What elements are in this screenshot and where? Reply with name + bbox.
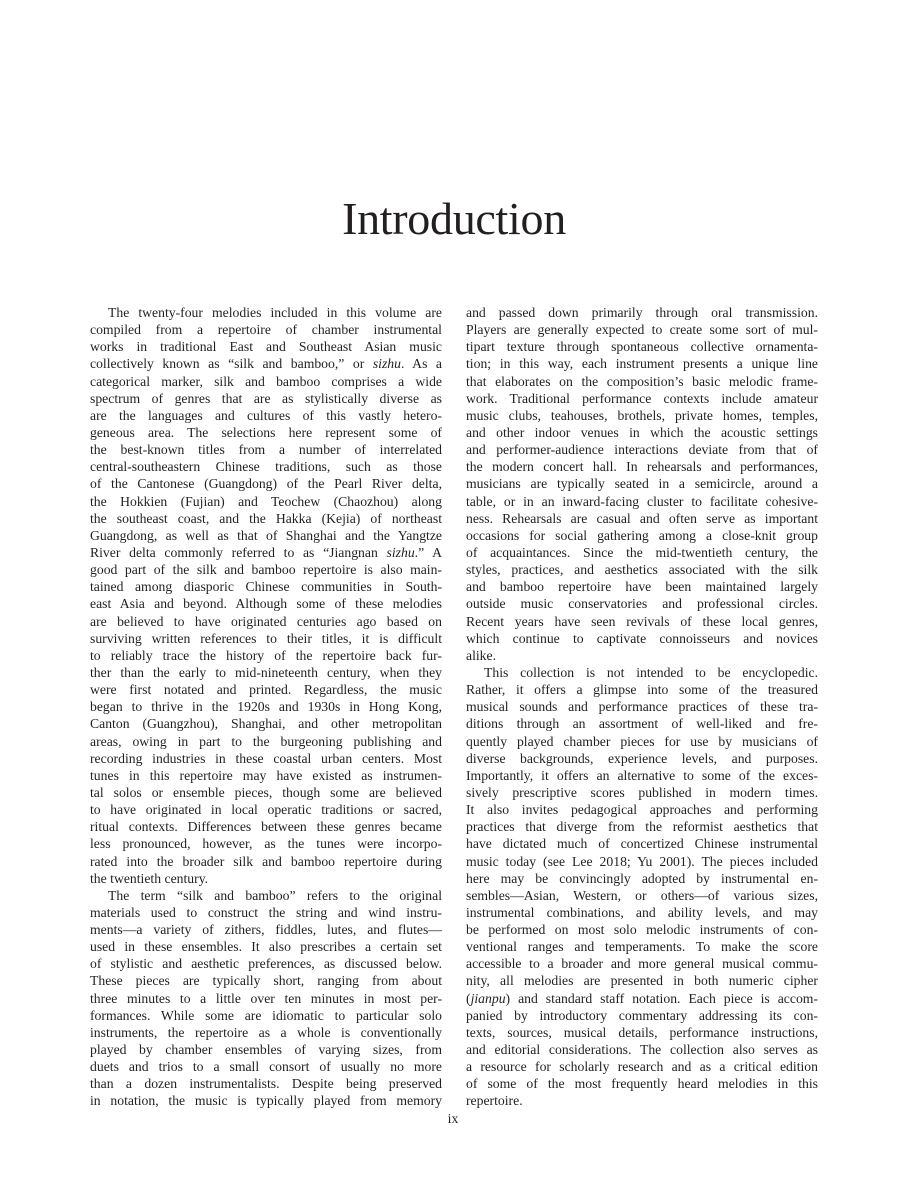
text-line: the modern concert hall. In rehearsals and performances, (466, 459, 818, 475)
text-line: table, or in an inward-facing cluster to facilitate cohesive- (466, 493, 818, 509)
text-line: nity, all melodies are presented in both numeric cipher (466, 973, 818, 989)
text-line: to reliably trace the history of the repertoire back fur- (90, 647, 442, 663)
text-line: ditions through an assortment of well-liked and fre- (466, 716, 818, 732)
italic-term: sizhu (372, 356, 401, 372)
text-line: duets and trios to a small consort of usually no more (90, 1059, 442, 1075)
text-line: the Hokkien (Fujian) and Teochew (Chaozhou) along (90, 493, 442, 509)
text-line: collectively known as “silk and bamboo,” or sizhu. As a (90, 356, 442, 372)
text-line: than a dozen instrumentalists. Despite being preserved (90, 1076, 442, 1092)
text-line: in notation, the music is typically played from memory (90, 1093, 442, 1109)
text-line: of acquaintances. Since the mid-twentieth century, the (466, 544, 818, 560)
text-line: three minutes to a little over ten minutes in most per- (90, 990, 442, 1006)
text-line: geneous area. The selections here represent some of (90, 424, 442, 440)
text-line: began to thrive in the 1920s and 1930s in Hong Kong, (90, 699, 442, 715)
text-line: The term “silk and bamboo” refers to the original (108, 887, 442, 903)
text-line: less pronounced, however, as the tunes were incorpo- (90, 836, 442, 852)
text-line: ments—a variety of zithers, fiddles, lutes, and flutes— (90, 922, 442, 938)
right-column (466, 304, 818, 1110)
text-line: quently played chamber pieces for use by musicians of (466, 733, 818, 749)
text-line: and other indoor venues in which the acoustic settings (466, 424, 818, 440)
text-line: musicians are typically seated in a semicircle, around a (466, 476, 818, 492)
text-line: materials used to construct the string and wind instru- (90, 904, 442, 920)
text-line: Guangdong, as well as that of Shanghai and the Yangtze (90, 527, 442, 543)
text-line: are believed to have originated centuries ago based on (90, 613, 442, 629)
text-line: sively prescriptive scores published in modern times. (466, 784, 818, 800)
text-line: tained among diasporic Chinese communities in South- (90, 579, 442, 595)
text-line: the twentieth century. (90, 870, 209, 886)
text-line: outside music conservatories and professional circles. (466, 596, 818, 612)
text-line: that elaborates on the composition’s basic melodic frame- (466, 373, 818, 389)
text-line: Recent years have seen revivals of these local genres, (466, 613, 818, 629)
text-line: and performer-audience interactions deviate from that of (466, 442, 818, 458)
text-line: ritual contexts. Differences between these genres became (90, 819, 442, 835)
text-line: a resource for scholarly research and as a critical edition (466, 1059, 818, 1075)
text-line: of stylistic and aesthetic preferences, as discussed below. (90, 956, 442, 972)
text-line: occasions for social gathering among a close-knit group (466, 527, 818, 543)
text-line: These pieces are typically short, ranging from about (90, 973, 442, 989)
text-line: formances. While some are idiomatic to particular solo (90, 1007, 442, 1023)
text-line: panied by introductory commentary addressing its con- (466, 1007, 818, 1023)
text-line: the best-known titles from a number of interrelated (90, 442, 442, 458)
text-line: spectrum of genres that are as stylistically diverse as (90, 390, 442, 406)
text-line: It also invites pedagogical approaches and performing (466, 802, 818, 818)
text-line: good part of the silk and bamboo repertoire is also main- (90, 562, 442, 578)
text-line: (jianpu) and standard staff notation. Each piece is accom- (466, 990, 818, 1006)
text-line: used in these ensembles. It also prescribes a certain set (90, 939, 442, 955)
text-line: of the Cantonese (Guangdong) of the Pearl River delta, (90, 476, 442, 492)
text-line: which continue to captivate connoisseurs and novices (466, 630, 818, 646)
text-line: surviving written references to their titles, it is difficult (90, 630, 442, 646)
text-line: musical sounds and performance practices of these tra- (466, 699, 818, 715)
text-line: repertoire. (466, 1093, 523, 1109)
text-line: styles, practices, and aesthetics associated with the silk (466, 562, 818, 578)
text-line: east Asia and beyond. Although some of these melodies (90, 596, 442, 612)
text-line: Importantly, it offers an alternative to some of the exces- (466, 767, 818, 783)
text-line: central-southeastern Chinese traditions, such as those (90, 459, 442, 475)
text-line: tipart texture through spontaneous collective ornamenta- (466, 339, 818, 355)
text-line: categorical marker, silk and bamboo comprises a wide (90, 373, 442, 389)
text-line: diverse backgrounds, experience levels, and purposes. (466, 750, 818, 766)
text-line: played by chamber ensembles of varying sizes, from (90, 1042, 442, 1058)
paragraph (466, 304, 818, 664)
text-line: practices that diverge from the reformist aesthetics that (466, 819, 818, 835)
text-line: sembles—Asian, Western, or others—of various sizes, (466, 887, 818, 903)
text-line: The twenty-four melodies included in this volume are (108, 305, 442, 320)
text-line: works in traditional East and Southeast Asian music (90, 339, 442, 355)
text-line: rated into the broader silk and bamboo repertoire during (90, 853, 442, 869)
text-line: music clubs, teahouses, brothels, private homes, temples, (466, 407, 818, 423)
text-line: compiled from a repertoire of chamber instrumental (90, 322, 442, 338)
text-line: texts, sources, musical details, performance instructions, (466, 1024, 818, 1040)
paragraph (466, 664, 818, 1110)
text-line: tunes in this repertoire may have existed as instrumen- (90, 767, 442, 783)
text-line: tal solos or ensemble pieces, though some are believed (90, 784, 442, 800)
text-line: instrumental combinations, and ability levels, and may (466, 904, 818, 920)
text-line: and passed down primarily through oral transmission. (466, 305, 818, 320)
text-line: ther than the early to mid-nineteenth century, when they (90, 664, 442, 680)
page-number: ix (447, 1111, 459, 1126)
page-title: Introduction (342, 193, 566, 244)
text-line: are the languages and cultures of this vastly hetero- (90, 407, 442, 423)
text-line: alike. (466, 647, 497, 663)
text-line: and editorial considerations. The collection also serves as (466, 1042, 818, 1058)
text-line: Canton (Guangzhou), Shanghai, and other metropolitan (90, 716, 442, 732)
text-line: the southeast coast, and the Hakka (Kejia) of northeast (90, 510, 442, 526)
text-line: recording industries in these coastal urban centers. Most (90, 750, 442, 766)
text-line: here may be convincingly adopted by instrumental en- (466, 870, 818, 886)
text-line: areas, owing in part to the burgeoning publishing and (90, 733, 442, 749)
text-line: be performed on most solo melodic instruments of con- (466, 922, 818, 938)
text-line: work. Traditional performance contexts include amateur (466, 390, 818, 406)
text-line: instruments, the repertoire as a whole is conventionally (90, 1024, 442, 1040)
text-line: were first notated and printed. Regardless, the music (90, 682, 442, 698)
text-line: River delta commonly referred to as “Jiangnan sizhu.” A (90, 544, 442, 560)
text-line: and bamboo repertoire have been maintained largely (466, 579, 818, 595)
paragraph (90, 304, 442, 887)
text-line: This collection is not intended to be encyclopedic. (484, 664, 818, 680)
paragraph (90, 887, 442, 1110)
text-line: of some of the most frequently heard melodies in this (466, 1076, 818, 1092)
text-line: ventional ranges and temperaments. To make the score (466, 939, 818, 955)
text-line: accessible to a broader and more general musical commu- (466, 956, 818, 972)
text-line: ness. Rehearsals are casual and often serve as important (466, 510, 818, 526)
text-line: have dictated much of concertized Chinese instrumental (466, 836, 818, 852)
text-line: music today (see Lee 2018; Yu 2001). The pieces included (466, 853, 818, 869)
text-line: tion; in this way, each instrument presents a unique line (466, 356, 818, 372)
text-line: Rather, it offers a glimpse into some of the treasured (466, 682, 818, 698)
text-line: to have originated in local operatic traditions or sacred, (90, 802, 442, 818)
text-line: Players are generally expected to create some sort of mul- (466, 322, 818, 338)
left-column (90, 304, 442, 1110)
italic-term: jianpu (470, 990, 506, 1006)
italic-term: sizhu (386, 544, 415, 560)
